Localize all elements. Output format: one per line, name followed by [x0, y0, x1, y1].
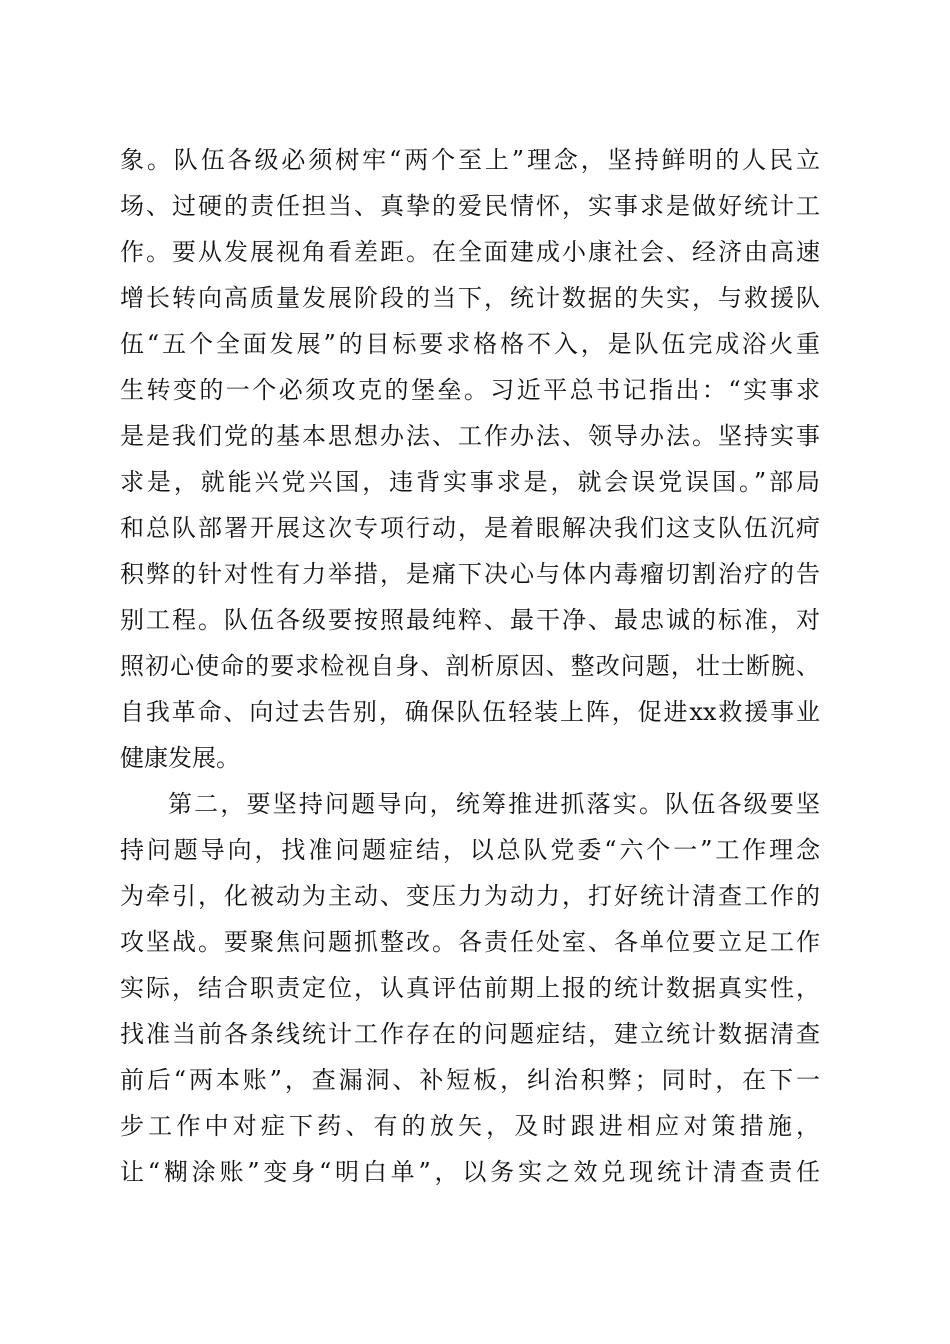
text-line: 生转变的一个必须攻克的堡垒。习近平总书记指出：“实事求 [120, 376, 820, 404]
text-line: 别工程。队伍各级要按照最纯粹、最干净、最忠诚的标准，对 [120, 606, 820, 634]
text-line: 找准当前各条线统计工作存在的问题症结，建立统计数据清查 [120, 1020, 820, 1048]
text-line: 伍“五个全面发展”的目标要求格格不入，是队伍完成浴火重 [120, 330, 820, 358]
text-line: 健康发展。 [120, 744, 240, 772]
text-line: 为牵引，化被动为主动、变压力为动力，打好统计清查工作的 [120, 882, 820, 910]
text-line: 实际，结合职责定位，认真评估前期上报的统计数据真实性， [120, 974, 820, 1002]
text-line: 第二，要坚持问题导向，统筹推进抓落实。队伍各级要坚 [168, 790, 820, 818]
text-line: 和总队部署开展这次专项行动，是着眼解决我们这支队伍沉疴 [120, 514, 820, 542]
text-line: 增长转向高质量发展阶段的当下，统计数据的失实，与救援队 [120, 284, 820, 312]
text-line: 持问题导向，找准问题症结，以总队党委“六个一”工作理念 [120, 836, 820, 864]
text-line: 让“糊涂账”变身“明白单”，以务实之效兑现统计清查责任 [120, 1158, 820, 1186]
text-line: 攻坚战。要聚焦问题抓整改。各责任处室、各单位要立足工作 [120, 928, 820, 956]
text-line: 步工作中对症下药、有的放矢，及时跟进相应对策措施， [120, 1112, 820, 1140]
text-line: 象。队伍各级必须树牢“两个至上”理念，坚持鲜明的人民立 [120, 146, 820, 174]
text-line: 照初心使命的要求检视自身、剖析原因、整改问题，壮士断腕、 [120, 652, 820, 680]
text-line: 作。要从发展视角看差距。在全面建成小康社会、经济由高速 [120, 238, 820, 266]
text-line: 自我革命、向过去告别，确保队伍轻装上阵，促进xx救援事业 [120, 698, 820, 726]
text-line: 求是，就能兴党兴国，违背实事求是，就会误党误国。”部局 [120, 468, 820, 496]
text-line: 前后“两本账”，查漏洞、补短板，纠治积弊；同时，在下一 [120, 1066, 820, 1094]
text-line: 积弊的针对性有力举措，是痛下决心与体内毒瘤切割治疗的告 [120, 560, 820, 588]
text-line: 场、过硬的责任担当、真挚的爱民情怀，实事求是做好统计工 [120, 192, 820, 220]
text-line: 是是我们党的基本思想办法、工作办法、领导办法。坚持实事 [120, 422, 820, 450]
